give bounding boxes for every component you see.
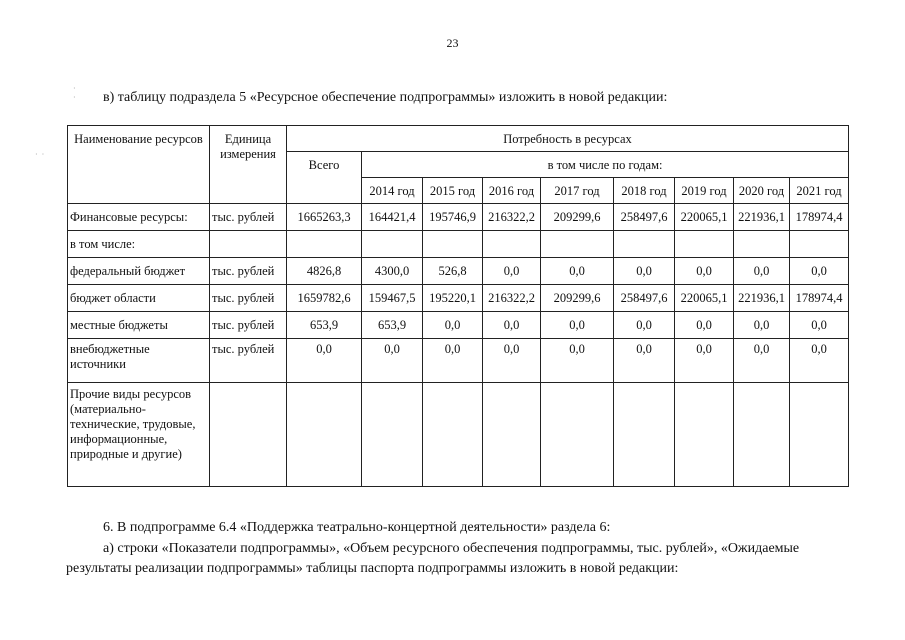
year-header: 2020 год: [734, 178, 790, 204]
row-value: 0,0: [734, 339, 790, 383]
scan-dots: · ·: [73, 84, 77, 102]
header-row: [68, 126, 849, 152]
paragraph: результаты реализации подпрограммы» таблицы паспорта подпрограммы изложить в новой редакции:: [66, 561, 679, 576]
row-value: 216322,2: [483, 285, 541, 312]
table-row: [68, 383, 849, 487]
row-value: [790, 231, 849, 258]
row-value: [734, 383, 790, 487]
row-value: 0,0: [541, 258, 614, 285]
year-header: 2014 год: [362, 178, 423, 204]
row-total: 1659782,6: [287, 285, 362, 312]
row-total: 653,9: [287, 312, 362, 339]
row-name: Финансовые ресурсы:: [68, 204, 210, 231]
row-name: местные бюджеты: [68, 312, 210, 339]
row-total: 1665263,3: [287, 204, 362, 231]
row-value: 0,0: [541, 312, 614, 339]
row-total: [287, 383, 362, 487]
row-value: [614, 383, 675, 487]
table-row: [68, 231, 849, 258]
row-value: 0,0: [675, 258, 734, 285]
table-row: [68, 285, 849, 312]
row-unit: тыс. рублей: [210, 339, 287, 383]
row-name: федеральный бюджет: [68, 258, 210, 285]
row-name: в том числе:: [68, 231, 210, 258]
row-value: 0,0: [423, 312, 483, 339]
row-value: [541, 231, 614, 258]
row-value: 178974,4: [790, 285, 849, 312]
row-value: 0,0: [614, 258, 675, 285]
row-value: 209299,6: [541, 285, 614, 312]
row-value: [423, 383, 483, 487]
year-header: 2017 год: [541, 178, 614, 204]
year-header: 2015 год: [423, 178, 483, 204]
row-value: [423, 231, 483, 258]
row-value: 178974,4: [790, 204, 849, 231]
row-value: 164421,4: [362, 204, 423, 231]
row-value: 209299,6: [541, 204, 614, 231]
row-value: 0,0: [790, 339, 849, 383]
row-value: 526,8: [423, 258, 483, 285]
row-value: 258497,6: [614, 204, 675, 231]
row-unit: тыс. рублей: [210, 312, 287, 339]
resources-table: [67, 125, 849, 487]
table-row: [68, 312, 849, 339]
header-unit: Единица измерения: [210, 126, 287, 204]
row-value: 0,0: [483, 258, 541, 285]
row-unit: тыс. рублей: [210, 258, 287, 285]
row-value: 216322,2: [483, 204, 541, 231]
row-value: [362, 231, 423, 258]
row-value: [541, 383, 614, 487]
header-total: Всего: [287, 152, 362, 204]
row-value: 0,0: [734, 312, 790, 339]
table-row: [68, 258, 849, 285]
year-header: 2019 год: [675, 178, 734, 204]
row-name: Прочие виды ресурсов (материально-технические, трудовые, информационные, природные и другие): [68, 383, 210, 487]
row-name: бюджет области: [68, 285, 210, 312]
year-header: 2021 год: [790, 178, 849, 204]
row-value: 0,0: [675, 339, 734, 383]
row-unit: тыс. рублей: [210, 204, 287, 231]
paragraph: а) строки «Показатели подпрограммы», «Объем ресурсного обеспечения подпрограммы, тыс. рублей», «Ожидаемые: [103, 541, 800, 556]
row-value: [790, 383, 849, 487]
row-value: 0,0: [614, 339, 675, 383]
row-value: 221936,1: [734, 285, 790, 312]
row-name: внебюджетные источники: [68, 339, 210, 383]
row-value: 0,0: [790, 312, 849, 339]
row-total: 4826,8: [287, 258, 362, 285]
row-unit: [210, 383, 287, 487]
row-value: [483, 231, 541, 258]
row-value: 0,0: [675, 312, 734, 339]
row-value: 258497,6: [614, 285, 675, 312]
row-value: [734, 231, 790, 258]
row-value: [675, 231, 734, 258]
row-value: 0,0: [734, 258, 790, 285]
row-value: 0,0: [483, 339, 541, 383]
row-value: 4300,0: [362, 258, 423, 285]
table-row: [68, 204, 849, 231]
header-name: Наименование ресурсов: [68, 126, 210, 204]
row-value: 221936,1: [734, 204, 790, 231]
row-value: 0,0: [614, 312, 675, 339]
row-value: 195746,9: [423, 204, 483, 231]
header-by-years: в том числе по годам:: [362, 152, 849, 178]
scan-dots: · ·: [35, 150, 46, 159]
table-row: [68, 339, 849, 383]
row-unit: тыс. рублей: [210, 285, 287, 312]
row-value: 159467,5: [362, 285, 423, 312]
paragraph: 6. В подпрограмме 6.4 «Поддержка театрально-концертной деятельности» раздела 6:: [103, 520, 611, 535]
row-value: 220065,1: [675, 285, 734, 312]
row-value: 220065,1: [675, 204, 734, 231]
page-number: 23: [446, 36, 459, 50]
year-header: 2016 год: [483, 178, 541, 204]
row-value: [362, 383, 423, 487]
row-value: 195220,1: [423, 285, 483, 312]
header-need: Потребность в ресурсах: [287, 126, 849, 152]
row-value: [675, 383, 734, 487]
year-header: 2018 год: [614, 178, 675, 204]
row-value: 0,0: [790, 258, 849, 285]
row-value: [614, 231, 675, 258]
row-value: 0,0: [541, 339, 614, 383]
row-value: 0,0: [423, 339, 483, 383]
row-value: 0,0: [362, 339, 423, 383]
row-value: 653,9: [362, 312, 423, 339]
intro-text: в) таблицу подраздела 5 «Ресурсное обеспечение подпрограммы» изложить в новой редакции:: [103, 90, 668, 105]
row-value: 0,0: [483, 312, 541, 339]
row-total: 0,0: [287, 339, 362, 383]
row-value: [483, 383, 541, 487]
row-total: [287, 231, 362, 258]
row-unit: [210, 231, 287, 258]
